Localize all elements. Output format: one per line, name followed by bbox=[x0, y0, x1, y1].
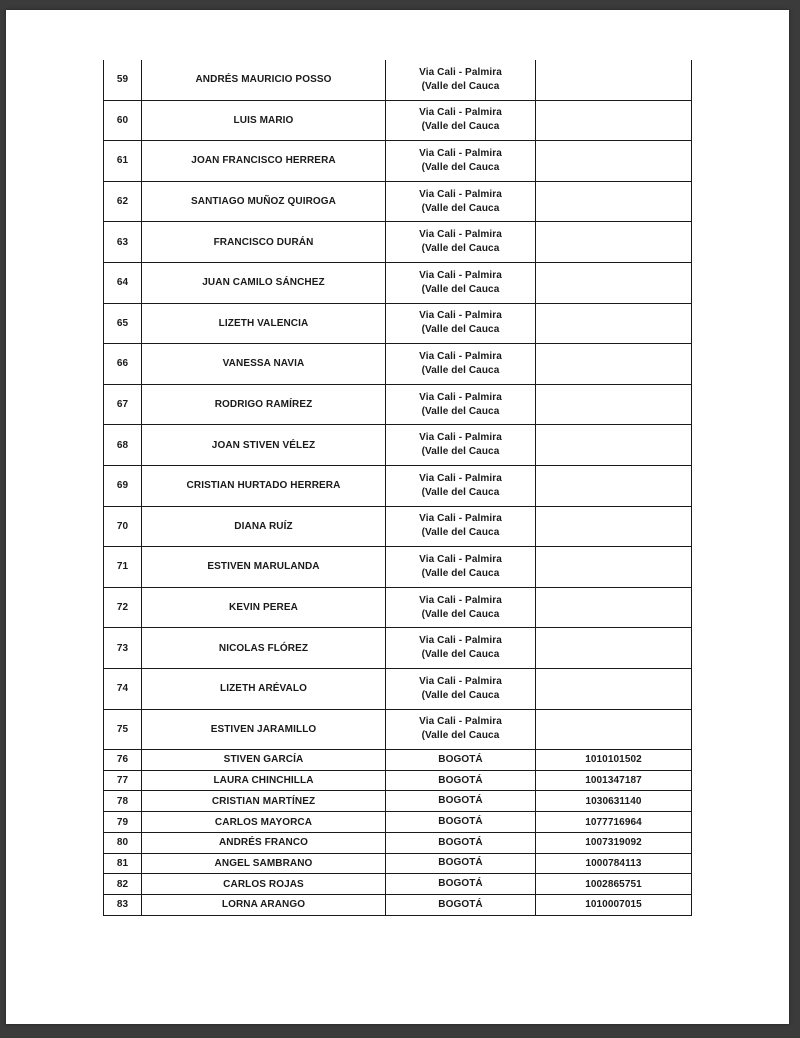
location-line-2: (Valle del Cauca bbox=[421, 527, 500, 539]
location-line-1: Via Cali - Palmira bbox=[419, 716, 502, 728]
location-line-1: BOGOTÁ bbox=[438, 816, 483, 827]
location-cell bbox=[386, 874, 536, 895]
location-cell bbox=[386, 791, 536, 812]
person-name: LAURA CHINCHILLA bbox=[142, 770, 386, 791]
location-line-1: Via Cali - Palmira bbox=[419, 675, 502, 687]
id-number bbox=[536, 262, 692, 303]
location-cell bbox=[386, 303, 536, 344]
location-cell bbox=[386, 812, 536, 833]
id-number bbox=[536, 141, 692, 182]
id-number: 1000784113 bbox=[536, 853, 692, 874]
row-number: 80 bbox=[104, 832, 142, 853]
table-row bbox=[104, 791, 692, 812]
person-name: RODRIGO RAMÍREZ bbox=[142, 384, 386, 425]
person-name: LIZETH ARÉVALO bbox=[142, 668, 386, 709]
location-line-2: (Valle del Cauca bbox=[421, 567, 500, 579]
person-name: STIVEN GARCÍA bbox=[142, 750, 386, 771]
table-row bbox=[104, 506, 692, 547]
location-line-1: BOGOTÁ bbox=[438, 774, 483, 786]
location-cell bbox=[386, 465, 536, 506]
location-line-1: Via Cali - Palmira bbox=[419, 635, 502, 647]
table-row bbox=[104, 853, 692, 874]
row-number: 66 bbox=[104, 344, 142, 385]
location-line-1: Via Cali - Palmira bbox=[419, 147, 502, 159]
person-name: ANDRÉS FRANCO bbox=[142, 832, 386, 853]
table-row bbox=[104, 750, 692, 771]
id-number bbox=[536, 587, 692, 628]
table-row bbox=[104, 425, 692, 466]
person-name: NICOLAS FLÓREZ bbox=[142, 628, 386, 669]
location-cell bbox=[386, 770, 536, 791]
location-line-1: Via Cali - Palmira bbox=[419, 432, 502, 444]
row-number: 83 bbox=[104, 894, 142, 915]
person-name: LIZETH VALENCIA bbox=[142, 303, 386, 344]
person-name: LORNA ARANGO bbox=[142, 894, 386, 915]
location-line-1: Via Cali - Palmira bbox=[419, 391, 502, 403]
table-row bbox=[104, 465, 692, 506]
id-number bbox=[536, 668, 692, 709]
person-name: FRANCISCO DURÁN bbox=[142, 222, 386, 263]
id-number: 1001347187 bbox=[536, 770, 692, 791]
person-name: DIANA RUÍZ bbox=[142, 506, 386, 547]
location-cell bbox=[386, 832, 536, 853]
table-body bbox=[104, 60, 692, 915]
person-name: JOAN STIVEN VÉLEZ bbox=[142, 425, 386, 466]
location-line-1: Via Cali - Palmira bbox=[419, 188, 502, 200]
row-number: 65 bbox=[104, 303, 142, 344]
location-line-2: (Valle del Cauca bbox=[421, 324, 500, 336]
row-number: 63 bbox=[104, 222, 142, 263]
location-line-2: (Valle del Cauca bbox=[421, 405, 500, 417]
person-name: KEVIN PEREA bbox=[142, 587, 386, 628]
row-number: 74 bbox=[104, 668, 142, 709]
location-line-2: (Valle del Cauca bbox=[421, 730, 500, 742]
location-cell bbox=[386, 222, 536, 263]
row-number: 67 bbox=[104, 384, 142, 425]
id-number bbox=[536, 506, 692, 547]
location-line-2: (Valle del Cauca bbox=[421, 283, 500, 295]
location-line-1: Via Cali - Palmira bbox=[419, 553, 502, 565]
person-name: ANGEL SAMBRANO bbox=[142, 853, 386, 874]
row-number: 64 bbox=[104, 262, 142, 303]
row-number: 76 bbox=[104, 750, 142, 771]
id-number bbox=[536, 547, 692, 588]
location-line-1: Via Cali - Palmira bbox=[419, 107, 502, 119]
location-line-2: (Valle del Cauca bbox=[421, 446, 500, 458]
location-line-1: Via Cali - Palmira bbox=[419, 229, 502, 241]
location-line-1: Via Cali - Palmira bbox=[419, 310, 502, 322]
location-line-1: Via Cali - Palmira bbox=[419, 513, 502, 525]
location-cell bbox=[386, 262, 536, 303]
table-row bbox=[104, 587, 692, 628]
person-name: LUIS MARIO bbox=[142, 100, 386, 141]
location-line-2: (Valle del Cauca bbox=[421, 243, 500, 255]
table-row bbox=[104, 874, 692, 895]
location-cell bbox=[386, 750, 536, 771]
row-number: 75 bbox=[104, 709, 142, 750]
location-line-1: Via Cali - Palmira bbox=[419, 594, 502, 606]
row-number: 79 bbox=[104, 812, 142, 833]
id-number: 1002865751 bbox=[536, 874, 692, 895]
table-row bbox=[104, 344, 692, 385]
row-number: 70 bbox=[104, 506, 142, 547]
table-row bbox=[104, 141, 692, 182]
table-row bbox=[104, 894, 692, 915]
id-number: 1030631140 bbox=[536, 791, 692, 812]
row-number: 69 bbox=[104, 465, 142, 506]
table-row bbox=[104, 303, 692, 344]
id-number bbox=[536, 100, 692, 141]
id-number bbox=[536, 465, 692, 506]
person-name: JUAN CAMILO SÁNCHEZ bbox=[142, 262, 386, 303]
location-cell bbox=[386, 141, 536, 182]
location-line-1: BOGOTÁ bbox=[438, 795, 483, 807]
row-number: 72 bbox=[104, 587, 142, 628]
location-line-2: (Valle del Cauca bbox=[421, 202, 500, 214]
id-number bbox=[536, 628, 692, 669]
id-number bbox=[536, 181, 692, 222]
id-number: 1007319092 bbox=[536, 832, 692, 853]
location-line-1: BOGOTÁ bbox=[438, 878, 483, 890]
location-line-1: BOGOTÁ bbox=[438, 857, 483, 869]
person-name: ESTIVEN MARULANDA bbox=[142, 547, 386, 588]
person-name: CRISTIAN HURTADO HERRERA bbox=[142, 465, 386, 506]
person-name: ANDRÉS MAURICIO POSSO bbox=[142, 60, 386, 100]
location-cell bbox=[386, 668, 536, 709]
table-row bbox=[104, 262, 692, 303]
row-number: 62 bbox=[104, 181, 142, 222]
id-number bbox=[536, 303, 692, 344]
person-name: ESTIVEN JARAMILLO bbox=[142, 709, 386, 750]
row-number: 77 bbox=[104, 770, 142, 791]
table-row bbox=[104, 832, 692, 853]
location-cell bbox=[386, 344, 536, 385]
person-name: JOAN FRANCISCO HERRERA bbox=[142, 141, 386, 182]
location-cell bbox=[386, 628, 536, 669]
id-number: 1077716964 bbox=[536, 812, 692, 833]
table-row bbox=[104, 222, 692, 263]
person-name: CARLOS ROJAS bbox=[142, 874, 386, 895]
table-row bbox=[104, 668, 692, 709]
table-row bbox=[104, 60, 692, 100]
table-row bbox=[104, 181, 692, 222]
location-line-1: Via Cali - Palmira bbox=[419, 472, 502, 484]
row-number: 60 bbox=[104, 100, 142, 141]
table-row bbox=[104, 100, 692, 141]
location-cell bbox=[386, 425, 536, 466]
location-cell bbox=[386, 587, 536, 628]
row-number: 73 bbox=[104, 628, 142, 669]
location-line-1: BOGOTÁ bbox=[438, 836, 483, 848]
row-number: 61 bbox=[104, 141, 142, 182]
id-number bbox=[536, 60, 692, 100]
id-number bbox=[536, 425, 692, 466]
location-line-2: (Valle del Cauca bbox=[421, 689, 500, 701]
location-line-1: BOGOTÁ bbox=[438, 898, 483, 910]
location-line-1: Via Cali - Palmira bbox=[419, 66, 502, 78]
location-line-2: (Valle del Cauca bbox=[421, 121, 500, 133]
location-line-2: (Valle del Cauca bbox=[421, 161, 500, 173]
location-cell bbox=[386, 100, 536, 141]
row-number: 82 bbox=[104, 874, 142, 895]
row-number: 59 bbox=[104, 60, 142, 100]
location-line-2: (Valle del Cauca bbox=[421, 649, 500, 661]
location-line-2: (Valle del Cauca bbox=[421, 486, 500, 498]
participants-table bbox=[103, 60, 692, 916]
location-cell bbox=[386, 506, 536, 547]
table-row bbox=[104, 384, 692, 425]
location-cell bbox=[386, 709, 536, 750]
location-cell bbox=[386, 894, 536, 915]
person-name: SANTIAGO MUÑOZ QUIROGA bbox=[142, 181, 386, 222]
location-line-1: BOGOTÁ bbox=[438, 753, 483, 765]
location-line-2: (Valle del Cauca bbox=[421, 608, 500, 620]
person-name: CARLOS MAYORCA bbox=[142, 812, 386, 833]
location-cell bbox=[386, 853, 536, 874]
table-row bbox=[104, 812, 692, 833]
id-number: 1010007015 bbox=[536, 894, 692, 915]
person-name: VANESSA NAVIA bbox=[142, 344, 386, 385]
location-line-1: Via Cali - Palmira bbox=[419, 350, 502, 362]
table-row bbox=[104, 547, 692, 588]
row-number: 68 bbox=[104, 425, 142, 466]
location-line-1: Via Cali - Palmira bbox=[419, 269, 502, 281]
location-line-2: (Valle del Cauca bbox=[421, 364, 500, 376]
id-number bbox=[536, 709, 692, 750]
document-page bbox=[6, 10, 789, 1024]
id-number bbox=[536, 222, 692, 263]
id-number bbox=[536, 384, 692, 425]
location-cell bbox=[386, 384, 536, 425]
table-row bbox=[104, 770, 692, 791]
table-row bbox=[104, 709, 692, 750]
location-line-2: (Valle del Cauca bbox=[421, 80, 500, 92]
location-cell bbox=[386, 60, 536, 100]
location-cell bbox=[386, 181, 536, 222]
person-name: CRISTIAN MARTÍNEZ bbox=[142, 791, 386, 812]
row-number: 71 bbox=[104, 547, 142, 588]
table-row bbox=[104, 628, 692, 669]
id-number: 1010101502 bbox=[536, 750, 692, 771]
location-cell bbox=[386, 547, 536, 588]
row-number: 81 bbox=[104, 853, 142, 874]
row-number: 78 bbox=[104, 791, 142, 812]
id-number bbox=[536, 344, 692, 385]
